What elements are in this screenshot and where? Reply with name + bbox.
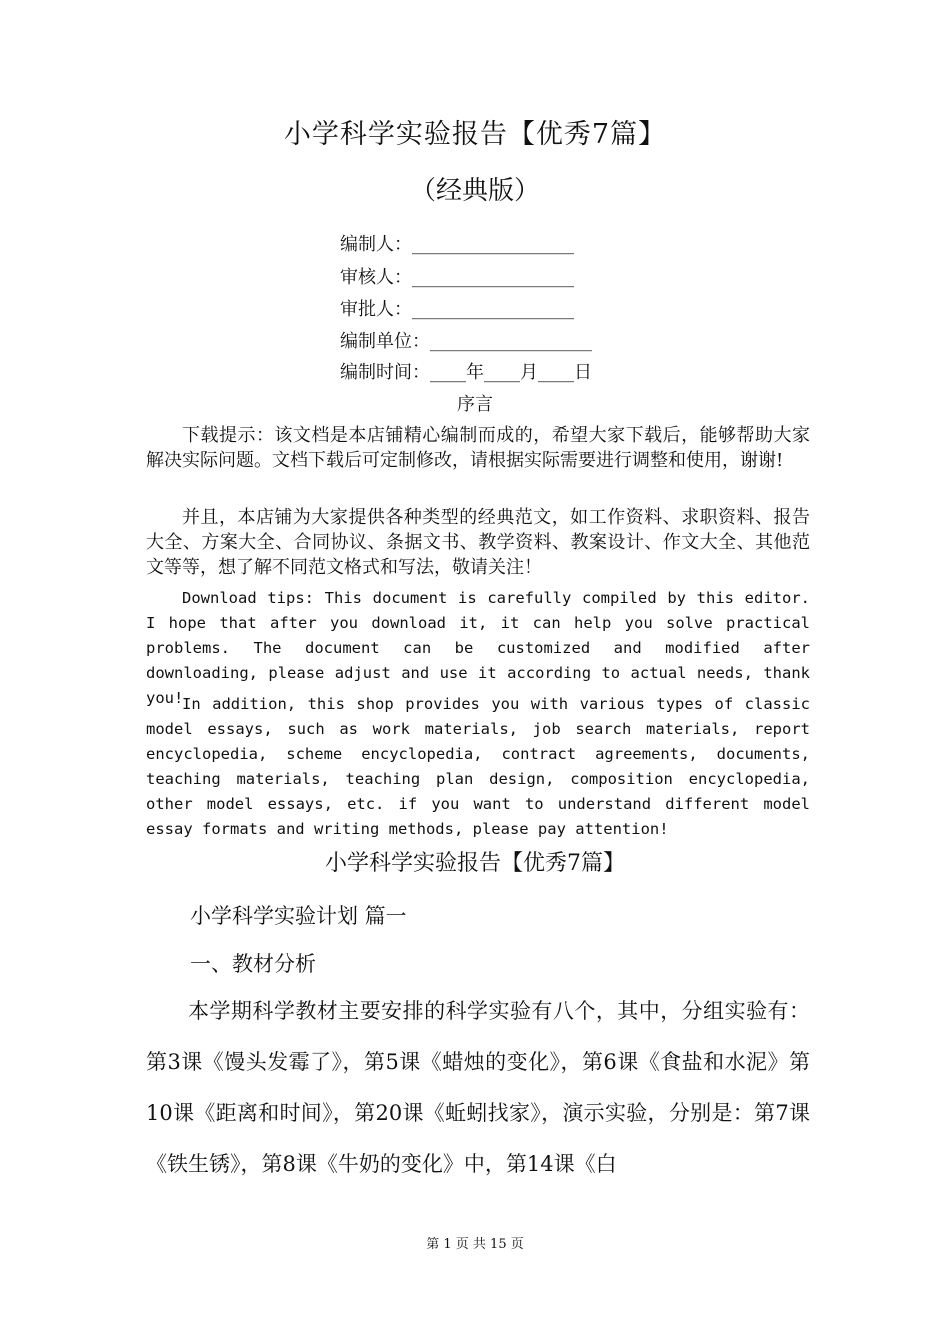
field-approver-blank: __________________ — [412, 299, 574, 320]
field-compiler — [340, 230, 760, 256]
sub-heading: 一、教材分析 — [190, 952, 316, 976]
field-compiler-blank: __________________ — [412, 234, 574, 255]
preface-paragraph-en: In addition, this shop provides you with various types of classic model essays, such as work materials, job search materials, report encyclopedia, scheme encyclopedia, contract agreements, documents, teaching materials, teaching plan design, composition encyclopedia, other model essays, etc. if you want to understand different model essay formats and writing methods, please pay attention! — [146, 695, 810, 838]
chapter-heading: 小学科学实验计划 篇一 — [190, 904, 407, 928]
preface-heading: 序言 — [457, 394, 493, 415]
field-approver-label: 审批人： — [340, 299, 412, 320]
field-date-label: 编制时间： — [340, 362, 430, 383]
page-footer: 第 1 页 共 15 页 — [426, 1237, 524, 1252]
field-unit-label: 编制单位： — [340, 331, 430, 352]
preface-paragraph: 并且，本店铺为大家提供各种类型的经典范文，如工作资料、求职资料、报告大全、方案大全、合同协议、条据文书、教学资料、教案设计、作文大全、其他范文等等，想了解不同范文格式和写法，敬请关注！ — [146, 507, 810, 578]
body-paragraph: 本学期科学教材主要安排的科学实验有八个，其中，分组实验有：第3课《馒头发霉了》，第5课《蜡烛的变化》，第6课《食盐和水泥》第10课《距离和时间》，第20课《蚯蚓找家》，演示实验，分别是：第7课《铁生锈》，第8课《牛奶的变化》中，第14课《白 — [146, 999, 810, 1176]
preface-paragraph-en: Download tips: This document is carefully compiled by this editor. I hope that after you download it, it can help you solve practical problems. The document can be customized and modified after downloading, please adjust and use it according to actual needs, thank you! — [146, 589, 810, 707]
field-reviewer — [340, 263, 760, 289]
field-reviewer-label: 审核人： — [340, 267, 412, 288]
field-reviewer-blank: __________________ — [412, 267, 574, 288]
document-title: 小学科学实验报告【优秀7篇】 — [283, 119, 667, 150]
field-approver — [340, 295, 760, 321]
field-unit — [340, 327, 760, 353]
field-date-blank: ____年____月____日 — [430, 362, 592, 383]
section-title: 小学科学实验报告【优秀7篇】 — [325, 851, 625, 876]
preface-paragraph: 下载提示：该文档是本店铺精心编制而成的，希望大家下载后，能够帮助大家解决实际问题。文档下载后可定制修改，请根据实际需要进行调整和使用，谢谢! — [146, 425, 810, 471]
field-compiler-label: 编制人： — [340, 234, 412, 255]
field-date — [340, 358, 760, 384]
document-subtitle: （经典版） — [409, 176, 540, 206]
field-unit-blank: __________________ — [430, 331, 592, 352]
